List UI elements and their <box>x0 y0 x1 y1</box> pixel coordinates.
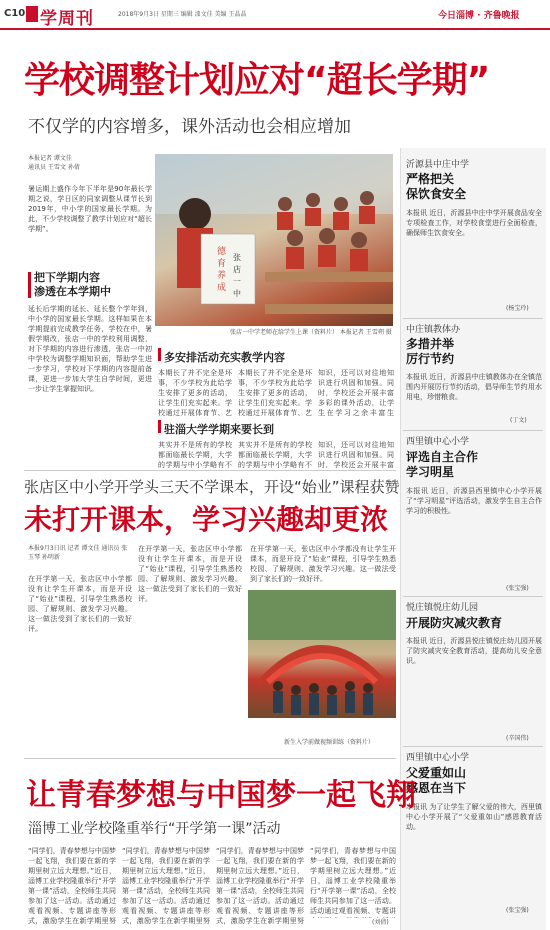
divider <box>24 470 396 471</box>
brief-body-1: 本报讯 近日，沂源县中庄中学开展食品安全专项检查工作，对学校食堂进行全面检查，确保师生饮食安全。 <box>406 209 542 237</box>
divider <box>403 596 543 597</box>
story3-body-3: “同学们，青春梦想与中国梦一起飞翔，我们要在新的学期里树立远大理想。”近日，淄博工业学校隆重举行“开学第一课”活动，全校师生共同参加了这一活动。活动通过观看视频、专题讲座等形式，激励学生在新学期里努 <box>216 847 304 925</box>
newspaper-name: 今日淄博 · 齐鲁晚报 <box>438 11 520 21</box>
brief-school-4: 悦庄镇悦庄幼儿园 <box>406 603 479 613</box>
lead-headline: 学校调整计划应对“超长学期” <box>24 60 490 101</box>
brief-title-3: 评选自主合作 学习明星 <box>406 450 479 479</box>
story2-kicker: 张店区中小学开学头三天不学课本，开设“始业”课程获赞 <box>24 478 400 496</box>
subhead-marker <box>158 420 161 433</box>
lead-subhead-1: 把下学期内容 渗透在本学期中 <box>34 271 111 298</box>
lead-body-2: 本期长了并不完全是坏事，不少学校为此给学生安排了更多的活动，让学生们充实起来。学校通过开展体育节、艺 <box>158 369 232 416</box>
brief-school-3: 西里镇中心小学 <box>406 437 470 447</box>
brief-school-5: 西里镇中心小学 <box>406 753 470 763</box>
lead-body-3b: 其实并不是所有的学校都面临最长学期，大学的学期与中小学略有不 <box>238 441 312 468</box>
brief-body-2: 本报讯 近日，沂源县中庄镇教体办在全镇范围内开展厉行节约活动，倡导师生节约用水用电，珍惜粮食。 <box>406 373 542 401</box>
story3-body-4: “同学们，青春梦想与中国梦一起飞翔，我们要在新的学期里树立远大理想。”近日，淄博工业学校隆重举行“开学第一课”活动，全校师生共同参加了这一活动。活动通过观看视频、专题讲 <box>310 847 396 915</box>
lead-byline: 本报记者 谭文佳 通讯员 王雪文 孙倩 <box>28 155 80 171</box>
brief-title-1: 严格把关 保饮食安全 <box>406 172 467 201</box>
story3-headline: 让青春梦想与中国梦一起飞翔 <box>26 778 416 813</box>
lead-body-3: 其实并不是所有的学校都面临最长学期，大学的学期与中小学略有不 <box>158 441 232 468</box>
lead-intro: 暑运期上盛作今年下半年是90年最长学期之说，学日区的同家调整从课节长到2019年，中小学的国家最长学期。为此，不少学校调整了教学计划应对“超长学期”。 <box>28 185 152 233</box>
brief-school-2: 中庄镇教体办 <box>406 325 461 335</box>
story3-subheadline: 淄博工业学校隆重举行“开学第一课”活动 <box>28 821 281 837</box>
svg-text:中: 中 <box>233 289 241 298</box>
lead-body-1: 延长后学期的延长、延长整个学年到，中小学的国家最长学期。这样如果在本学期提前完成教学任务，学校在中，暑假学期改，张店一中的学校利用调整，对下学期的内容进行渗透，张店一中初中学校为调整学期知识面，帮助学生进一步学习，学校对下学期的内容提前备课，更进一步加大学生自学时间，更进一步让学生掌握知识。 <box>28 305 152 393</box>
brief-title-2: 多措并举 厉行节约 <box>406 337 455 366</box>
divider <box>403 318 543 319</box>
new-students-photo <box>248 590 396 718</box>
svg-text:成: 成 <box>217 283 227 293</box>
svg-text:店: 店 <box>233 265 241 274</box>
divider <box>24 758 396 759</box>
story2-byline: 本报9月3日讯 记者 谭文佳 通讯员 张玉琴 孙明新 <box>28 545 128 561</box>
photo-caption-1: 张店一中学老师在给学生上课（资料片） 本报记者 王雪朔 摄 <box>230 329 392 336</box>
story2-body-2: 在开学第一天，张店区中小学都没有让学生开课本，而是开设了“始业”课程，引导学生熟悉校园、了解规则、激发学习兴趣。这一做法受到了家长们的一致好评。 <box>138 545 242 603</box>
lead-body-2b: 本期长了并不完全是坏事，不少学校为此给学生安排了更多的活动，让学生们充实起来。学校通过开展体育节、艺 <box>238 369 312 416</box>
story2-headline: 未打开课本，学习兴趣却更浓 <box>24 503 389 536</box>
divider <box>403 746 543 747</box>
photo-caption-2: 新生入学前做视频训练（资料片） <box>284 739 375 746</box>
lead-subhead-2: 多安排活动充实教学内容 <box>164 351 285 364</box>
svg-text:育: 育 <box>217 259 227 269</box>
subhead-marker <box>158 348 161 361</box>
lead-body-3c: 知识，还可以对往地知识进行巩固和加强。同时，学校还会开展丰富 <box>318 441 394 468</box>
story2-body-1: 在开学第一天，张店区中小学都没有让学生开课本，而是开设了“始业”课程，引导学生熟悉校园、了解规则、激发学习兴趣。这一做法受到了家长们的一致好评。 <box>28 575 132 633</box>
brief-body-4: 本报讯 近日，沂源县悦庄镇悦庄幼儿园开展了防灾减灾安全教育活动，提高幼儿安全意识。 <box>406 637 542 665</box>
story2-body-3: 在开学第一天，张店区中小学都没有让学生开课本，而是开设了“始业”课程，引导学生熟悉校园、了解规则、激发学习兴趣。这一做法受到了家长们的一致好评。 <box>250 545 396 583</box>
svg-text:养: 养 <box>217 271 227 281</box>
brief-credit-4: (辛国伟) <box>506 735 529 742</box>
lead-subhead-3: 驻淄大学学期来要长到 <box>164 423 274 436</box>
story3-body-2: “同学们，青春梦想与中国梦一起飞翔，我们要在新的学期里树立远大理想。”近日，淄博工业学校隆重举行“开学第一课”活动，全校师生共同参加了这一活动。活动通过观看视频、专题讲座等形式，激励学生在新学期里努 <box>122 847 210 925</box>
divider <box>403 430 543 431</box>
svg-text:张: 张 <box>233 253 241 262</box>
issue-meta: 2018年9月3日 星期三 编辑 漆文佳 美编 王晶晶 <box>118 11 247 18</box>
brief-body-5: 本报讯 为了让学生了解父爱的伟大，西里镇中心小学开展了“父爱重如山”感恩教育活动。 <box>406 803 542 831</box>
lead-subheadline: 不仅学的内容增多，课外活动也会相应增加 <box>28 117 351 137</box>
section-title: 学周刊 <box>40 9 94 29</box>
svg-text:德: 德 <box>217 247 227 257</box>
brief-credit-2: (丁文) <box>510 417 527 424</box>
story3-credit: (刘倩) <box>372 919 389 926</box>
brief-school-1: 沂源县中庄中学 <box>406 160 470 170</box>
lead-right-col: 知识，还可以对往地知识进行巩固和加强。同时，学校还会开展丰富多彩的课外活动，让学生在学习之余丰富生 <box>318 369 394 416</box>
page-code: C10 <box>4 8 26 19</box>
brief-title-4: 开展防灾减灾教育 <box>406 616 503 630</box>
brief-body-3: 本报讯 近日，沂源县西里镇中心小学开展了“学习明星”评选活动，激发学生自主合作学习的积极性。 <box>406 487 542 515</box>
story3-body-1: “同学们，青春梦想与中国梦一起飞翔，我们要在新的学期里树立远大理想。”近日，淄博工业学校隆重举行“开学第一课”活动，全校师生共同参加了这一活动。活动通过观看视频、专题讲座等形式，激励学生在新学期里努 <box>28 847 116 925</box>
subhead-marker <box>28 272 31 298</box>
brief-credit-1: (杨宝玲) <box>506 305 529 312</box>
brief-title-5: 父爱重如山 感恩在当下 <box>406 766 467 795</box>
section-logo-icon <box>26 6 38 22</box>
svg-text:一: 一 <box>233 277 241 286</box>
classroom-photo <box>155 154 393 326</box>
brief-credit-3: (张宝强) <box>506 585 529 592</box>
brief-credit-5: (张宝强) <box>506 907 529 914</box>
